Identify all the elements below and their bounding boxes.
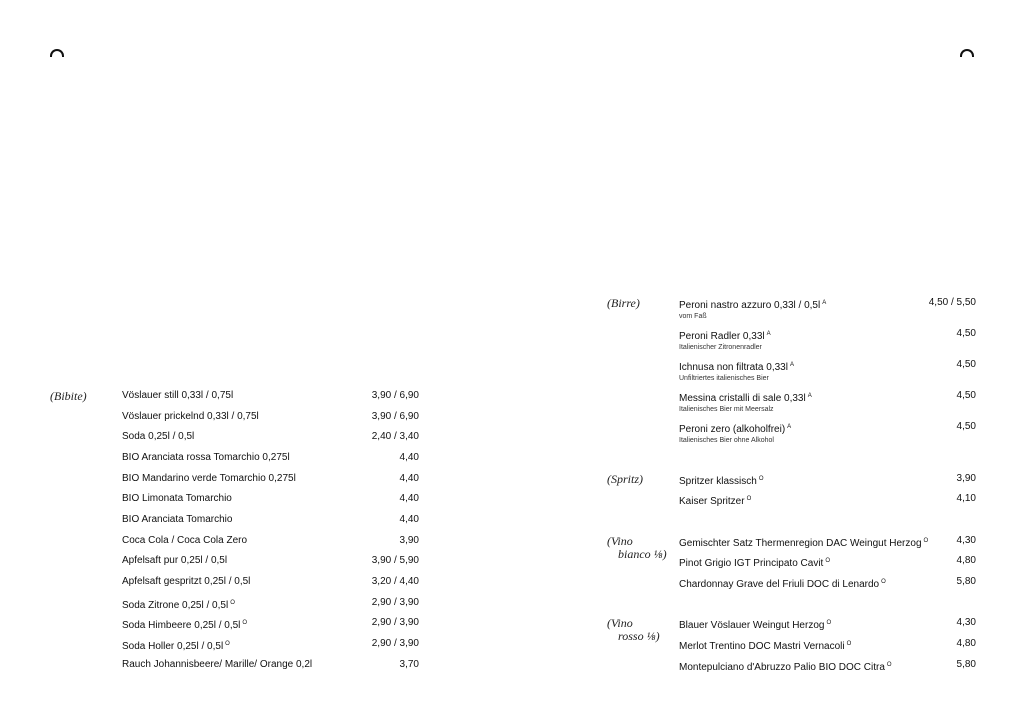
category-title-line2: bianco ⅛) [618, 547, 667, 561]
item-name: Soda Himbeere 0,25l / 0,5l [122, 620, 241, 631]
menu-item [122, 617, 247, 632]
item-name: BIO Aranciata Tomarchio [122, 514, 233, 525]
category-spritz: (Spritz) [607, 472, 643, 486]
item-name: Apfelsaft pur 0,25l / 0,5l [122, 555, 228, 566]
allergen-mark: A [789, 362, 794, 368]
menu-item [122, 638, 230, 653]
item-name: Soda Zitrone 0,25l / 0,5l [122, 600, 229, 611]
item-price: 3,90 [956, 473, 976, 484]
item-price: 4,40 [399, 452, 419, 463]
menu-item [122, 493, 232, 505]
item-price: 2,40 / 3,40 [371, 431, 419, 442]
menu-item [122, 597, 235, 612]
corner-mark-left [50, 49, 64, 57]
allergen-mark: O [826, 620, 832, 626]
item-name: Peroni Radler 0,33l [679, 331, 765, 342]
category-title-line2: rosso ⅛) [618, 629, 660, 643]
item-price: 4,50 [956, 421, 976, 432]
menu-item [679, 473, 763, 488]
item-price: 4,50 / 5,50 [928, 297, 976, 308]
item-price: 5,80 [956, 576, 976, 587]
item-price: 4,40 [399, 514, 419, 525]
menu-item [122, 659, 312, 671]
item-name: Apfelsaft gespritzt 0,25l / 0,5l [122, 576, 251, 587]
item-name: Soda 0,25l / 0,5l [122, 431, 195, 442]
menu-item [122, 535, 247, 547]
item-name: Spritzer klassisch [679, 476, 757, 487]
item-price: 4,50 [956, 328, 976, 339]
allergen-mark: O [881, 579, 886, 585]
allergen-mark: O [923, 538, 929, 544]
item-name: Vöslauer still 0,33l / 0,75l [122, 390, 234, 401]
item-name: Peroni nastro azzuro 0,33l / 0,5l [679, 300, 821, 311]
menu-item [122, 411, 259, 423]
item-name: Gemischter Satz Thermenregion DAC Weingut Herzog [679, 538, 922, 549]
allergen-mark: O [886, 662, 892, 668]
menu-item [679, 659, 892, 674]
item-price: 3,90 / 6,90 [371, 390, 419, 401]
menu-item [679, 576, 886, 591]
item-price: 4,40 [399, 473, 419, 484]
item-name: BIO Limonata Tomarchio [122, 493, 232, 504]
item-name: Coca Cola / Coca Cola Zero [122, 535, 248, 546]
menu-item [679, 421, 791, 445]
item-name: Montepulciano d'Abruzzo Palio BIO DOC Citra [679, 662, 885, 673]
item-price: 5,80 [956, 659, 976, 670]
category-vino-rosso [607, 617, 660, 643]
allergen-mark: O [825, 558, 830, 564]
menu-item [122, 390, 233, 402]
item-price: 3,20 / 4,40 [371, 576, 419, 587]
item-name: Rauch Johannisbeere/ Marille/ Orange 0,2l [122, 659, 313, 670]
item-name: Blauer Vöslauer Weingut Herzog [679, 620, 825, 631]
item-name: Pinot Grigio IGT Principato Cavit [679, 558, 824, 569]
item-description: vom Faß [679, 313, 707, 320]
item-name: Ichnusa non filtrata 0,33l [679, 362, 788, 373]
allergen-mark: A [787, 424, 792, 430]
menu-item [122, 555, 227, 567]
item-description: Italienisches Bier mit Meersalz [679, 406, 774, 413]
allergen-mark: O [758, 476, 764, 482]
allergen-mark: A [822, 300, 827, 306]
item-name: Kaiser Spritzer [679, 496, 745, 507]
menu-item [122, 452, 290, 464]
item-price: 4,80 [956, 638, 976, 649]
item-name: Soda Holler 0,25l / 0,5l [122, 641, 224, 652]
item-price: 2,90 / 3,90 [371, 617, 419, 628]
item-price: 3,90 / 5,90 [371, 555, 419, 566]
allergen-mark: O [846, 641, 852, 647]
menu-item [679, 617, 831, 632]
item-price: 3,70 [399, 659, 419, 670]
item-name: Vöslauer prickelnd 0,33l / 0,75l [122, 411, 259, 422]
item-price: 4,30 [956, 617, 976, 628]
allergen-mark: O [230, 600, 235, 606]
menu-item [122, 431, 194, 443]
category-birre: (Birre) [607, 296, 640, 310]
item-price: 4,50 [956, 390, 976, 401]
allergen-mark: O [242, 620, 248, 626]
item-price: 4,80 [956, 555, 976, 566]
item-price: 2,90 / 3,90 [371, 597, 419, 608]
menu-item [122, 473, 296, 485]
category-title-line1: (Vino [607, 534, 633, 548]
item-price: 3,90 [399, 535, 419, 546]
menu-item [679, 638, 851, 653]
allergen-mark: A [766, 331, 771, 337]
item-price: 4,40 [399, 493, 419, 504]
menu-item [679, 328, 771, 352]
item-price: 2,90 / 3,90 [371, 638, 419, 649]
allergen-mark: A [807, 393, 812, 399]
item-name: Peroni zero (alkoholfrei) [679, 424, 786, 435]
item-name: Chardonnay Grave del Friuli DOC di Lenardo [679, 579, 880, 590]
item-price: 3,90 / 6,90 [371, 411, 419, 422]
allergen-mark: O [225, 641, 230, 647]
menu-item [679, 359, 794, 383]
item-description: Italienischer Zitronenradler [679, 344, 762, 351]
menu-item [679, 535, 928, 550]
menu-item [122, 576, 250, 588]
category-title-line1: (Vino [607, 616, 633, 630]
corner-mark-right [960, 49, 974, 57]
item-description: Italienisches Bier ohne Alkohol [679, 437, 774, 444]
menu-item [679, 555, 830, 570]
item-price: 4,10 [956, 493, 976, 504]
item-name: Merlot Trentino DOC Mastri Vernacoli [679, 641, 845, 652]
item-name: Messina cristalli di sale 0,33l [679, 393, 806, 404]
menu-item [679, 493, 751, 508]
menu-item [679, 297, 826, 321]
item-name: BIO Aranciata rossa Tomarchio 0,275l [122, 452, 290, 463]
item-description: Unfiltriertes italienisches Bier [679, 375, 769, 382]
menu-item [122, 514, 232, 526]
menu-item [679, 390, 812, 414]
item-price: 4,30 [956, 535, 976, 546]
allergen-mark: O [746, 496, 752, 502]
item-name: BIO Mandarino verde Tomarchio 0,275l [122, 473, 296, 484]
item-price: 4,50 [956, 359, 976, 370]
category-bibite: (Bibite) [50, 389, 87, 403]
category-vino-bianco [607, 535, 667, 561]
